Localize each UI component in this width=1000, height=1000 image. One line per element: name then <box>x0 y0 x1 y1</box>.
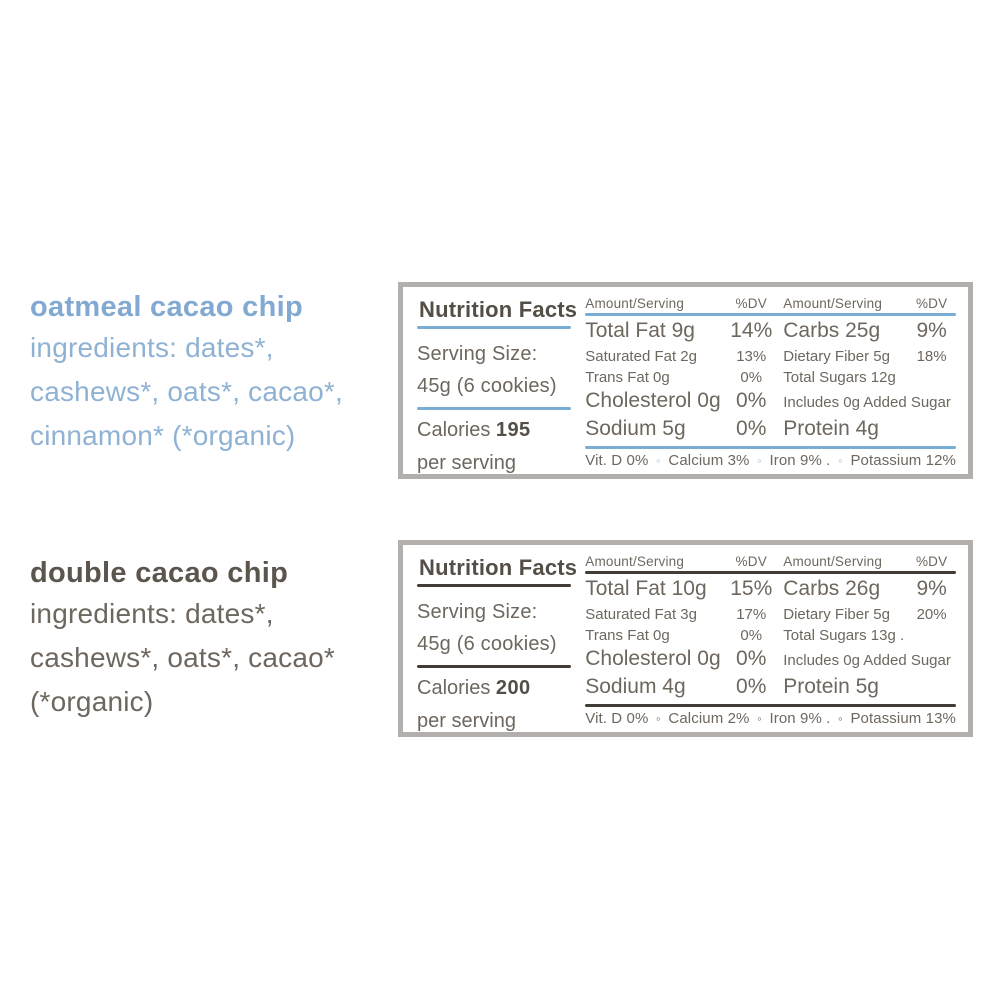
serving-size-label: Serving Size: <box>417 601 538 623</box>
footer-item: Calcium 3% <box>668 452 750 469</box>
nutrient-dv: 13% <box>736 348 767 365</box>
nutrient-dv: 0% <box>736 675 767 698</box>
nutrient-dv: 14% <box>730 319 773 342</box>
nutrient-label: Dietary Fiber 5g <box>783 348 890 365</box>
ingredients-line: cashews*, oats*, cacao*, <box>30 376 343 407</box>
nutrient-row <box>585 646 956 672</box>
footer-item: Calcium 2% <box>668 710 750 727</box>
nutrient-row <box>585 388 956 414</box>
nutrient-label: Dietary Fiber 5g <box>783 606 890 623</box>
divider-line <box>417 584 571 587</box>
nutrition-facts-title: Nutrition Facts <box>419 297 578 322</box>
calories-label: Calories <box>417 419 491 441</box>
nutrient-label: Total Sugars 13g . <box>783 627 905 644</box>
dv-header: %DV <box>915 554 948 569</box>
ingredients-line: cashews*, oats*, cacao* <box>30 642 335 673</box>
nutrient-label: Cholesterol 0g <box>585 389 721 412</box>
serving-size-value: 45g (6 cookies) <box>417 633 557 655</box>
product-section-double-cacao-chip <box>0 540 1000 750</box>
calories-value: 200 <box>495 677 531 699</box>
dv-header: %DV <box>915 296 948 311</box>
nutrient-row <box>585 626 956 645</box>
nutrient-label: Total Sugars 12g <box>783 369 896 386</box>
divider-line <box>417 407 571 410</box>
footer-item: Iron 9% . <box>769 710 831 727</box>
divider-line <box>417 326 571 329</box>
nutrient-label: Saturated Fat 2g <box>585 348 697 365</box>
product-section-oatmeal-cacao-chip <box>0 282 1000 492</box>
nutrition-panel-nutrients <box>585 545 956 732</box>
nutrient-dv: 9% <box>916 319 947 342</box>
nutrient-dv: 0% <box>736 647 767 670</box>
product-name: oatmeal cacao chip <box>30 291 303 323</box>
nutrient-row <box>585 576 956 602</box>
amount-serving-header: Amount/Serving <box>585 296 685 311</box>
nutrient-label: Total Fat 9g <box>585 319 695 342</box>
footer-item: Vit. D 0% <box>585 710 649 727</box>
column-headers <box>585 554 956 569</box>
divider-line <box>585 313 956 316</box>
amount-serving-header: Amount/Serving <box>783 554 883 569</box>
calories-value: 195 <box>495 419 531 441</box>
nutrient-row <box>585 368 956 387</box>
amount-serving-header: Amount/Serving <box>585 554 685 569</box>
nutrient-dv: 0% <box>740 627 763 644</box>
nutrition-panel-left-column <box>417 545 577 732</box>
micronutrient-footer <box>585 452 956 469</box>
nutrient-dv: 0% <box>740 369 763 386</box>
bullet-separator-icon: ◦ <box>838 453 843 468</box>
nutrition-facts-title: Nutrition Facts <box>419 555 578 580</box>
nutrient-row <box>585 605 956 624</box>
bullet-separator-icon: ◦ <box>838 711 843 726</box>
product-intro <box>30 288 390 458</box>
column-headers <box>585 296 956 311</box>
nutrient-row <box>585 416 956 442</box>
dv-header: %DV <box>735 554 767 569</box>
nutrient-dv: 15% <box>730 577 773 600</box>
dv-header: %DV <box>735 296 767 311</box>
bullet-separator-icon: ◦ <box>757 711 762 726</box>
nutrient-label: Trans Fat 0g <box>585 627 670 644</box>
nutrient-label: Saturated Fat 3g <box>585 606 697 623</box>
divider-line <box>417 665 571 668</box>
ingredients-line: (*organic) <box>30 686 154 717</box>
nutrition-panel-nutrients <box>585 287 956 474</box>
nutrient-label: Sodium 5g <box>585 417 686 440</box>
bullet-separator-icon: ◦ <box>757 453 762 468</box>
amount-serving-header: Amount/Serving <box>783 296 883 311</box>
nutrition-panel <box>398 282 973 479</box>
nutrient-dv: 18% <box>916 348 947 365</box>
ingredients-line: cinnamon* (*organic) <box>30 420 296 451</box>
bullet-separator-icon: ◦ <box>656 711 661 726</box>
calories-row <box>417 675 577 702</box>
per-serving-label: per serving <box>417 710 516 732</box>
footer-item: Potassium 13% <box>850 710 956 727</box>
footer-item: Vit. D 0% <box>585 452 649 469</box>
micronutrient-footer <box>585 710 956 727</box>
nutrient-dv: 20% <box>916 606 947 623</box>
nutrient-label: Total Fat 10g <box>585 577 707 600</box>
nutrient-label: Protein 4g <box>783 417 879 440</box>
bullet-separator-icon: ◦ <box>656 453 661 468</box>
divider-line <box>585 704 956 707</box>
ingredients-line: ingredients: dates*, <box>30 598 274 629</box>
nutrient-label: Carbs 26g <box>783 577 881 600</box>
ingredients-line: ingredients: dates*, <box>30 332 274 363</box>
nutrient-label: Protein 5g <box>783 675 879 698</box>
nutrient-label: Carbs 25g <box>783 319 881 342</box>
serving-size-value: 45g (6 cookies) <box>417 375 557 397</box>
calories-label: Calories <box>417 677 491 699</box>
nutrient-row <box>585 674 956 700</box>
nutrient-label: Includes 0g Added Sugar <box>783 652 951 669</box>
nutrient-label: Sodium 4g <box>585 675 686 698</box>
footer-item: Iron 9% . <box>769 452 831 469</box>
nutrition-panel-left-column <box>417 287 577 474</box>
nutrient-dv: 0% <box>736 389 767 412</box>
nutrient-label: Cholesterol 0g <box>585 647 721 670</box>
product-name: double cacao chip <box>30 557 289 589</box>
nutrient-label: Trans Fat 0g <box>585 369 670 386</box>
nutrient-row <box>585 318 956 344</box>
nutrient-label: Includes 0g Added Sugar <box>783 394 951 411</box>
per-serving-label: per serving <box>417 452 516 474</box>
product-intro <box>30 554 390 724</box>
footer-item: Potassium 12% <box>850 452 956 469</box>
nutrient-dv: 0% <box>736 417 767 440</box>
divider-line <box>585 571 956 574</box>
divider-line <box>585 446 956 449</box>
nutrient-row <box>585 347 956 366</box>
calories-row <box>417 417 577 444</box>
nutrient-dv: 17% <box>736 606 767 623</box>
nutrition-panel <box>398 540 973 737</box>
serving-size-label: Serving Size: <box>417 343 538 365</box>
nutrient-dv: 9% <box>916 577 947 600</box>
